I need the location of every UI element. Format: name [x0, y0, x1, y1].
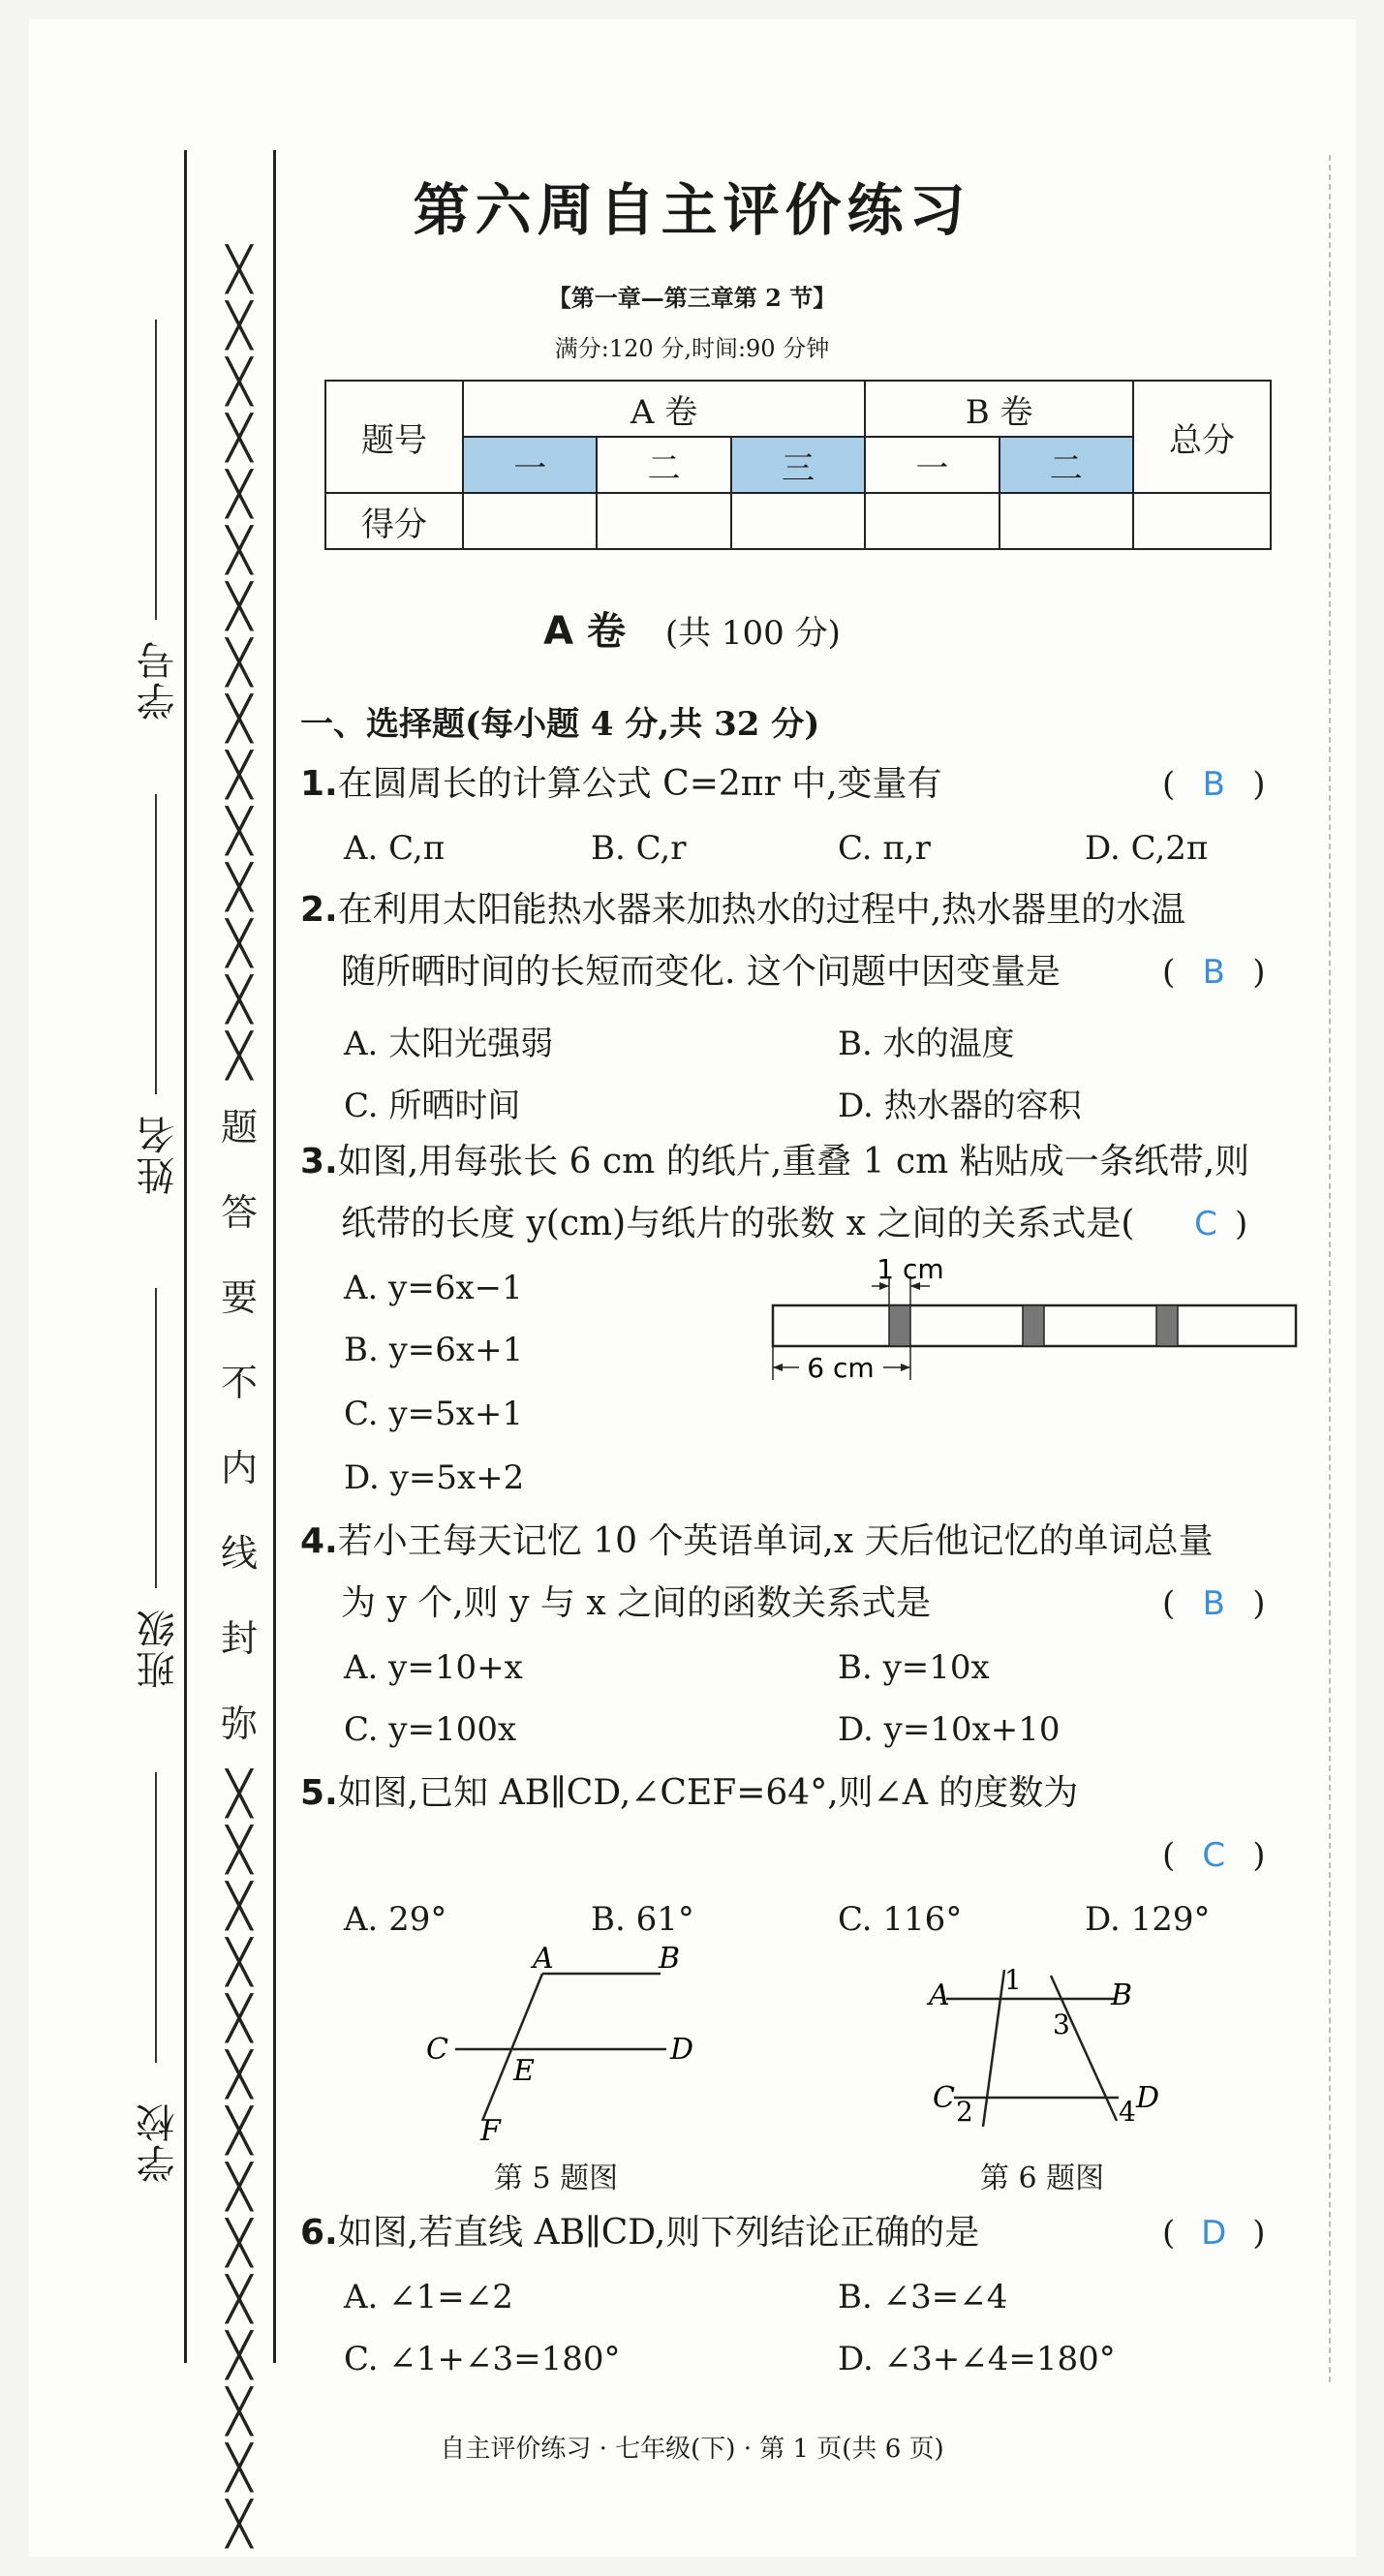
seal-column [215, 242, 263, 2553]
q5-stem [300, 1774, 1078, 1813]
score-table [324, 380, 1272, 550]
q5-answer: C [1202, 1836, 1226, 1875]
seal-word-8: 弥 [220, 1702, 258, 1745]
xuexiao-label: 学校 [137, 2101, 181, 2183]
fig6-caption: 第 6 题图 [980, 2162, 1105, 2195]
a-col-1: 一 [463, 437, 597, 493]
q5-number: 5. [300, 1773, 338, 1813]
score-b1[interactable] [865, 493, 999, 549]
q3-number: 3. [300, 1142, 338, 1181]
q6-option-c[interactable]: C. ∠1+∠3=180° [344, 2340, 621, 2378]
q3-label-6cm: 6 cm [807, 1352, 875, 1384]
q3-text-1: 如图,用每张长 6 cm 的纸片,重叠 1 cm 粘贴成一条纸带,则 [337, 1142, 1250, 1181]
q4-text-1: 若小王每天记忆 10 个英语单词,x 天后他记忆的单词总量 [337, 1521, 1214, 1561]
q4-answer-slot[interactable]: ( B ) [1162, 1584, 1266, 1623]
fig6-angle-4: 4 [1119, 2096, 1136, 2128]
fig5-diagram [416, 1947, 726, 2140]
fig6-label-d: D [1136, 2081, 1160, 2115]
q1-option-b[interactable]: B. C,r [591, 829, 687, 868]
banji-blank-line [155, 1288, 157, 1588]
fig6-label-c: C [933, 2081, 955, 2115]
seal-word-3: 要 [220, 1276, 258, 1319]
fig5-label-b: B [659, 1947, 681, 1976]
a-col-2: 二 [597, 437, 730, 493]
xuehao-blank-line [155, 320, 157, 620]
xuehao-label: 学号 [137, 639, 181, 721]
q3-label-1cm: 1 cm [877, 1259, 944, 1285]
q3-option-b[interactable]: B. y=6x+1 [344, 1331, 524, 1369]
exam-meta: 满分:120 分,时间:90 分钟 [554, 335, 830, 362]
q2-option-d[interactable]: D. 热水器的容积 [838, 1087, 1082, 1125]
q1-option-a[interactable]: A. C,π [344, 829, 446, 868]
fig6-angle-2: 2 [956, 2096, 973, 2128]
row-label-cell: 题号 [325, 381, 463, 493]
seal-word-6: 线 [220, 1532, 258, 1575]
page-title: 第六周自主评价练习 [413, 177, 971, 243]
q6-answer: D [1201, 2214, 1227, 2253]
fig5-label-f: F [480, 2114, 501, 2140]
section-heading [0, 600, 1384, 656]
fig6-label-b: B [1111, 1978, 1133, 2012]
q2-answer: B [1202, 953, 1225, 992]
section-heading-note: (共 100 分) [664, 614, 841, 653]
q3-stem-line1 [300, 1143, 1249, 1181]
score-b2[interactable] [1000, 493, 1133, 549]
binding-line-left [184, 150, 187, 2363]
q1-option-d[interactable]: D. C,2π [1085, 829, 1209, 868]
q3-answer-slot[interactable]: C ) [1177, 1205, 1247, 1243]
banji-label: 班级 [137, 1608, 181, 1689]
seal-word-4: 不 [220, 1362, 258, 1404]
q3-stem-line2: 纸带的长度 y(cm)与纸片的张数 x 之间的关系式是( [341, 1204, 1135, 1243]
q3-answer: C [1194, 1205, 1217, 1243]
q4-option-a[interactable]: A. y=10+x [344, 1648, 523, 1687]
q3-option-a[interactable]: A. y=6x−1 [344, 1269, 523, 1307]
chapter-range: 【第一章—第三章第 2 节】 [547, 284, 837, 312]
seal-x-block-bottom: ╳ ╳ ╳ ╳ ╳ ╳ ╳ ╳ ╳ ╳ ╳ ╳ ╳ ╳ [226, 1769, 253, 2549]
total-label-cell: 总分 [1133, 381, 1271, 493]
q4-option-c[interactable]: C. y=100x [344, 1710, 517, 1749]
q4-stem-line2: 为 y 个,则 y 与 x 之间的函数关系式是 [341, 1583, 932, 1623]
fig5-label-c: C [426, 2033, 448, 2067]
q6-option-a[interactable]: A. ∠1=∠2 [344, 2278, 513, 2316]
fig5-label-d: D [670, 2033, 694, 2067]
q6-stem [300, 2214, 979, 2253]
section-heading-label: A 卷 [543, 609, 627, 654]
score-total[interactable] [1133, 493, 1271, 549]
q1-option-c[interactable]: C. π,r [838, 829, 931, 868]
fig6-diagram [915, 1956, 1186, 2150]
q1-text: 在圆周长的计算公式 C=2πr 中,变量有 [337, 764, 942, 804]
q4-number: 4. [300, 1521, 338, 1561]
part1-heading: 一、选择题(每小题 4 分,共 32 分) [300, 705, 820, 744]
q6-number: 6. [300, 2213, 338, 2253]
q1-number: 1. [300, 764, 338, 804]
q4-stem-line1 [300, 1522, 1214, 1561]
score-a3[interactable] [731, 493, 865, 549]
q2-option-c[interactable]: C. 所晒时间 [344, 1087, 521, 1125]
fig6-label-a: A [929, 1978, 950, 2012]
q6-answer-slot[interactable]: ( D ) [1162, 2214, 1266, 2253]
fig6-angle-1: 1 [1004, 1964, 1022, 1996]
q5-option-b[interactable]: B. 61° [591, 1900, 694, 1939]
seal-x-block-top: ╳ ╳ ╳ ╳ ╳ ╳ ╳ ╳ ╳ ╳ ╳ ╳ ╳ ╳ ╳ [226, 245, 253, 1081]
q4-option-b[interactable]: B. y=10x [838, 1648, 990, 1687]
group-b-header: B 卷 [865, 381, 1133, 437]
xingming-blank-line [155, 794, 157, 1094]
fig6-angle-3: 3 [1053, 2009, 1070, 2040]
q1-stem [300, 765, 942, 804]
q2-text-1: 在利用太阳能热水器来加热水的过程中,热水器里的水温 [337, 890, 1186, 930]
q3-option-c[interactable]: C. y=5x+1 [344, 1395, 524, 1433]
q5-option-a[interactable]: A. 29° [344, 1900, 447, 1939]
q4-option-d[interactable]: D. y=10x+10 [838, 1710, 1061, 1749]
q5-answer-slot[interactable]: ( C ) [1162, 1836, 1266, 1875]
b-col-1: 一 [865, 437, 999, 493]
score-a1[interactable] [463, 493, 597, 549]
fig5-label-e: E [513, 2054, 535, 2088]
q6-text: 如图,若直线 AB∥CD,则下列结论正确的是 [337, 2213, 980, 2253]
q2-option-a[interactable]: A. 太阳光强弱 [344, 1025, 554, 1063]
q3-paper-strip-figure [765, 1259, 1307, 1395]
seal-word-1: 题 [220, 1106, 258, 1149]
q5-text: 如图,已知 AB∥CD,∠CEF=64°,则∠A 的度数为 [337, 1773, 1079, 1813]
q6-option-b[interactable]: B. ∠3=∠4 [838, 2278, 1008, 2316]
q1-answer-slot[interactable]: ( B ) [1162, 765, 1266, 804]
score-label-cell: 得分 [325, 493, 463, 549]
q1-answer: B [1202, 765, 1225, 804]
fig5-label-a: A [533, 1947, 554, 1976]
xuexiao-blank-line [155, 1772, 157, 2063]
q5-option-c[interactable]: C. 116° [838, 1900, 963, 1939]
right-fold-line [1329, 155, 1331, 2382]
q2-option-b[interactable]: B. 水的温度 [838, 1025, 1015, 1063]
q2-stem-line1 [300, 891, 1185, 930]
seal-word-5: 内 [220, 1447, 258, 1489]
q2-answer-slot[interactable]: ( B ) [1162, 953, 1266, 992]
group-a-header: A 卷 [463, 381, 865, 437]
q6-option-d[interactable]: D. ∠3+∠4=180° [838, 2340, 1116, 2378]
q2-stem-line2: 随所晒时间的长短而变化. 这个问题中因变量是 [341, 952, 1061, 992]
a-col-3: 三 [731, 437, 865, 493]
q5-option-d[interactable]: D. 129° [1085, 1900, 1211, 1939]
page-footer: 自主评价练习 · 七年级(下) · 第 1 页(共 6 页) [440, 2435, 944, 2464]
q3-option-d[interactable]: D. y=5x+2 [344, 1458, 525, 1497]
fig5-caption: 第 5 题图 [494, 2162, 619, 2195]
seal-word-7: 封 [220, 1617, 258, 1660]
q4-answer: B [1202, 1584, 1225, 1623]
score-a2[interactable] [597, 493, 730, 549]
binding-line-right [273, 150, 276, 2363]
b-col-2: 二 [1000, 437, 1133, 493]
seal-word-2: 答 [220, 1191, 258, 1234]
q2-number: 2. [300, 890, 338, 930]
xingming-label: 姓名 [137, 1114, 181, 1195]
